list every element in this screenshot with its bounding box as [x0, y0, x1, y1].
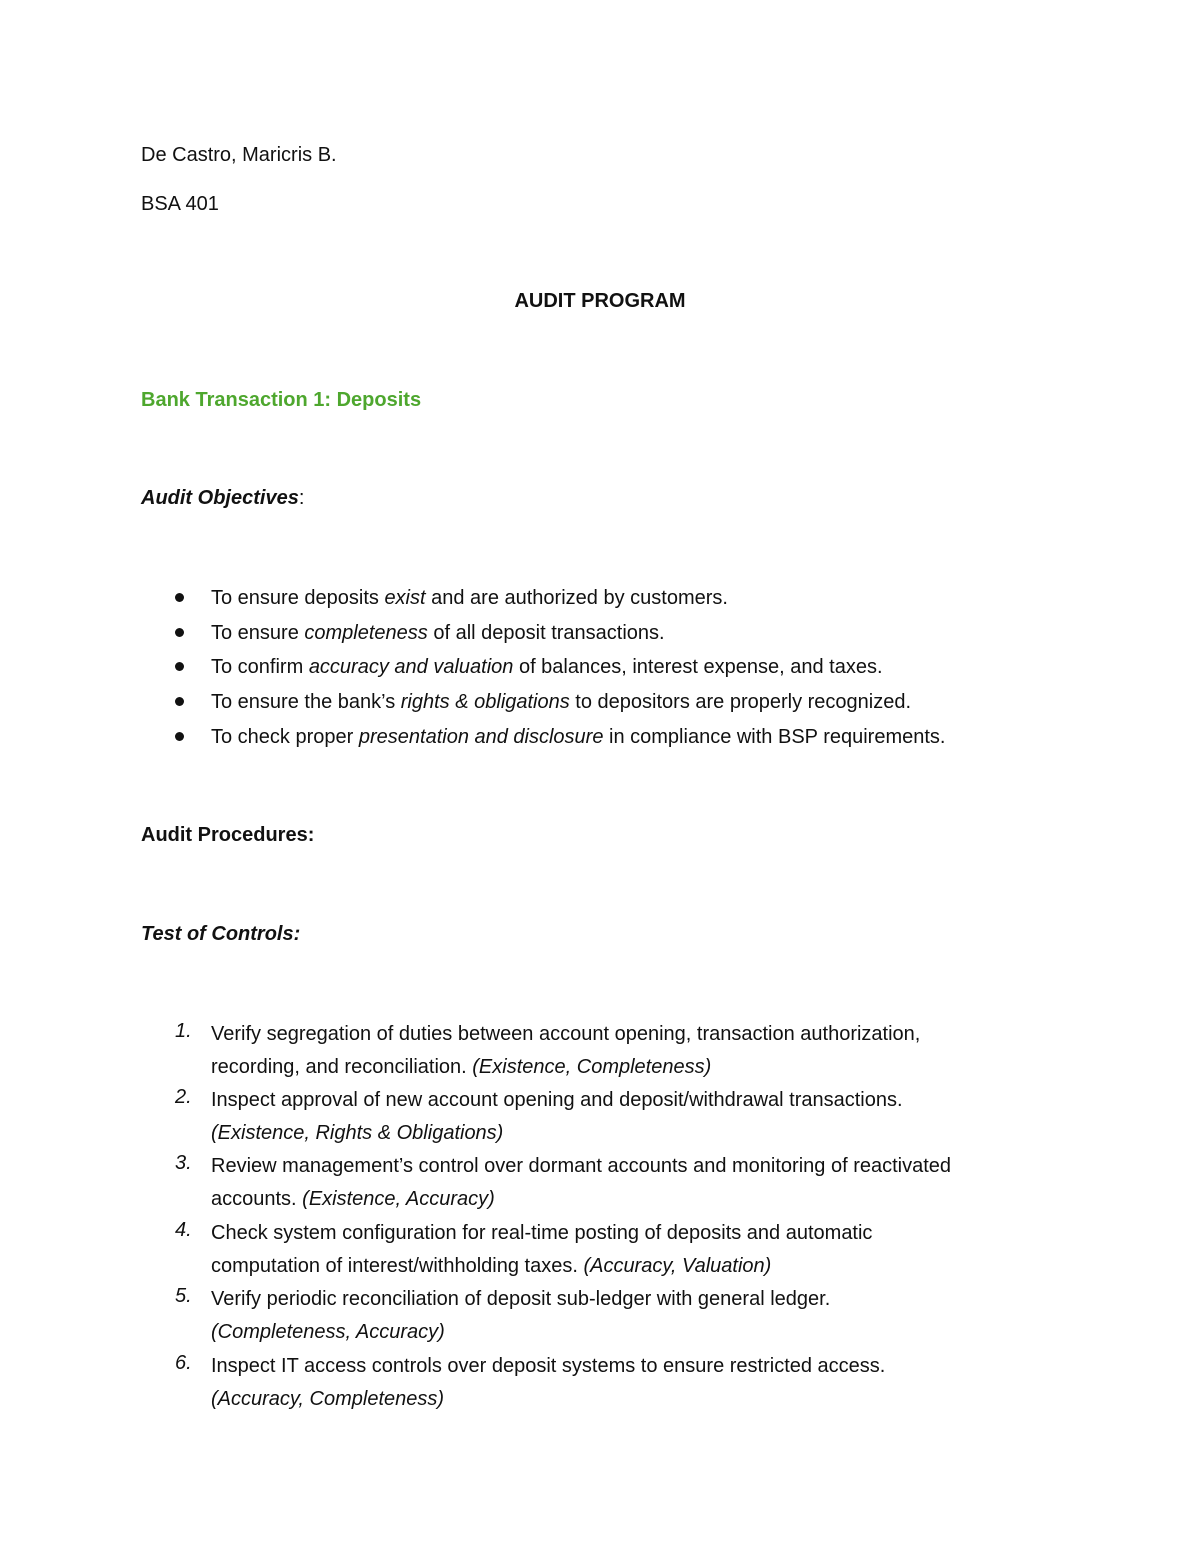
- control-text-line2: [211, 1250, 1091, 1283]
- control-text-line2: [211, 1183, 1091, 1216]
- objective-text-emphasis: rights & obligations: [400, 691, 570, 713]
- objective-text-pre: To confirm: [211, 656, 309, 678]
- course-code: BSA 401: [141, 193, 219, 215]
- procedures-heading: Audit Procedures:: [141, 824, 315, 846]
- objective-text-pre: To ensure deposits: [211, 587, 385, 609]
- control-item: [0, 1084, 1100, 1148]
- control-item: [0, 1018, 1100, 1082]
- document-title: AUDIT PROGRAM: [514, 290, 686, 312]
- control-text: [211, 1018, 1091, 1084]
- objective-item: [0, 654, 1100, 682]
- control-text-line2-text: computation of interest/withholding taxes.: [211, 1255, 584, 1277]
- controls-heading: Test of Controls:: [141, 923, 301, 945]
- objectives-heading-colon: :: [298, 487, 305, 509]
- control-text: [211, 1283, 1091, 1349]
- objectives-heading-text: Audit Objectives: [141, 487, 299, 509]
- objective-text-post: of all deposit transactions.: [427, 622, 665, 644]
- control-assertions: (Existence, Rights & Obligations): [211, 1122, 504, 1144]
- control-item: [0, 1217, 1100, 1281]
- objective-text: [211, 585, 728, 611]
- objective-item: [0, 689, 1100, 717]
- objective-text-pre: To check proper: [211, 726, 359, 748]
- control-text-line2: [211, 1051, 1091, 1084]
- author-name: De Castro, Maricris B.: [141, 144, 337, 166]
- control-number: 3.: [175, 1152, 192, 1174]
- control-text-line2-text: recording, and reconciliation.: [211, 1056, 473, 1078]
- objective-text: [211, 654, 883, 680]
- objective-text-pre: To ensure the bank’s: [211, 691, 401, 713]
- bullet-icon: [175, 732, 184, 741]
- bullet-icon: [175, 697, 184, 706]
- objective-item: [0, 585, 1100, 613]
- control-text: [211, 1350, 1091, 1416]
- control-text-line1: Review management’s control over dormant accounts and monitoring of reactivated: [211, 1155, 952, 1177]
- control-text: [211, 1084, 1091, 1150]
- control-text: [211, 1217, 1091, 1283]
- control-text-line2-text: accounts.: [211, 1188, 303, 1210]
- objective-text-emphasis: exist: [384, 587, 426, 609]
- control-text-line1: Verify periodic reconciliation of deposit sub-ledger with general ledger.: [211, 1288, 831, 1310]
- control-text-line2: [211, 1117, 1091, 1150]
- control-text-line2: [211, 1316, 1091, 1349]
- control-assertions: (Existence, Completeness): [472, 1056, 712, 1078]
- bullet-icon: [175, 662, 184, 671]
- bullet-icon: [175, 593, 184, 602]
- control-text-line1: Check system configuration for real-time posting of deposits and automatic: [211, 1222, 873, 1244]
- control-assertions: (Existence, Accuracy): [302, 1188, 495, 1210]
- objective-text-emphasis: presentation and disclosure: [358, 726, 604, 748]
- section-title: Bank Transaction 1: Deposits: [141, 389, 422, 411]
- control-number: 6.: [175, 1352, 192, 1374]
- objective-text: [211, 724, 945, 750]
- control-text-line1: Inspect IT access controls over deposit systems to ensure restricted access.: [211, 1355, 886, 1377]
- objective-text: [211, 689, 911, 715]
- control-assertions: (Completeness, Accuracy): [211, 1321, 445, 1343]
- control-text-line1: Inspect approval of new account opening and deposit/withdrawal transactions.: [211, 1089, 903, 1111]
- objective-text: [211, 620, 665, 646]
- objective-item: [0, 620, 1100, 648]
- objective-text-post: and are authorized by customers.: [425, 587, 728, 609]
- objectives-heading: [141, 485, 304, 511]
- control-text-line1: Verify segregation of duties between account opening, transaction authorization,: [211, 1023, 921, 1045]
- objective-text-pre: To ensure: [211, 622, 305, 644]
- control-item: [0, 1150, 1100, 1214]
- control-number: 4.: [175, 1219, 192, 1241]
- objective-text-post: of balances, interest expense, and taxes.: [513, 656, 883, 678]
- objective-text-emphasis: completeness: [304, 622, 428, 644]
- control-number: 1.: [175, 1020, 192, 1042]
- control-assertions: (Accuracy, Completeness): [211, 1388, 445, 1410]
- control-number: 2.: [175, 1086, 192, 1108]
- objective-text-post: in compliance with BSP requirements.: [603, 726, 946, 748]
- control-item: [0, 1283, 1100, 1347]
- bullet-icon: [175, 628, 184, 637]
- control-text-line2: [211, 1383, 1091, 1416]
- objective-text-emphasis: accuracy and valuation: [308, 656, 514, 678]
- objective-item: [0, 724, 1100, 752]
- control-number: 5.: [175, 1285, 192, 1307]
- control-item: [0, 1350, 1100, 1414]
- objective-text-post: to depositors are properly recognized.: [569, 691, 912, 713]
- control-assertions: (Accuracy, Valuation): [583, 1255, 772, 1277]
- control-text: [211, 1150, 1091, 1216]
